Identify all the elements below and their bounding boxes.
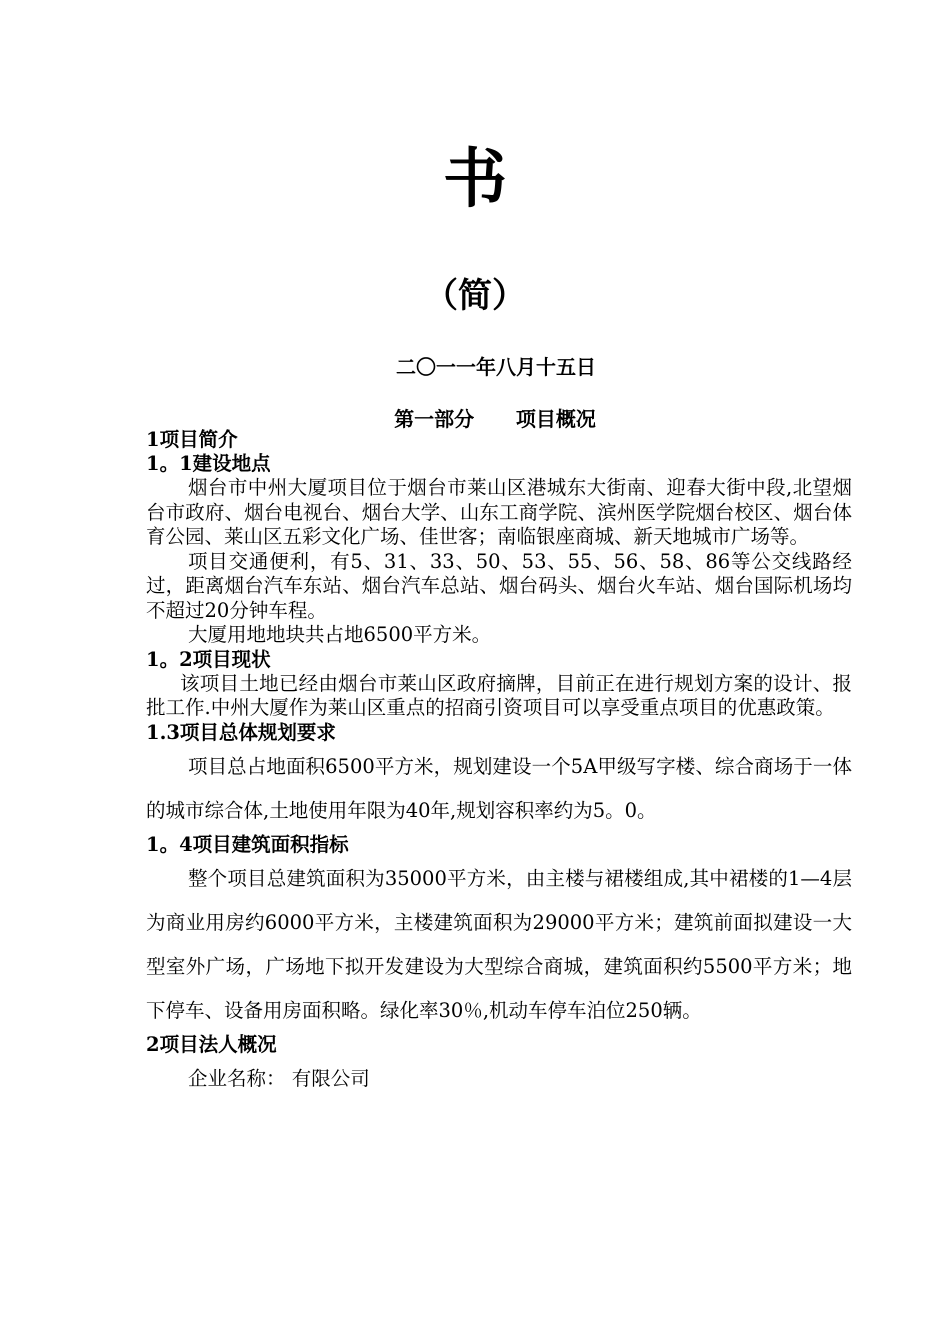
paragraph-location: 烟台市中州大厦项目位于烟台市莱山区港城东大街南、迎春大街中段,北望烟台市政府、烟台电视台、烟台大学、山东工商学院、滨州医学院烟台校区、烟台体育公园、莱山区五彩文化广场、佳世客；南临银座商城、新天地城市广场等。 bbox=[146, 476, 852, 548]
heading-legal-entity: 2项目法人概况 bbox=[146, 1032, 277, 1056]
heading-planning-requirements: 1.3项目总体规划要求 bbox=[146, 720, 336, 744]
heading-project-intro: 1项目简介 bbox=[146, 428, 238, 451]
paragraph-land-area: 大厦用地地块共占地6500平方米。 bbox=[188, 623, 492, 646]
paragraph-transport: 项目交通便利，有5、31、33、50、53、55、56、58、86等公交线路经过，距离烟台汽车东站、烟台汽车总站、烟台码头、烟台火车站、烟台国际机场均不超过20分钟车程。 bbox=[146, 549, 852, 622]
paragraph-building-area: 整个项目总建筑面积为35000平方米，由主楼与裙楼组成,其中裙楼的1—4层为商业用房约6000平方米，主楼建筑面积为29000平方米；建筑前面拟建设一大型室外广场，广场地下拟开发建设为大型综合商城，建筑面积约5500平方米；地下停车、设备用房面积略。绿化率30％,机动车停车泊位250辆。 bbox=[146, 866, 852, 1022]
paragraph-company-name: 企业名称： 有限公司 bbox=[188, 1066, 370, 1090]
document-sub-title: （简） bbox=[424, 276, 526, 316]
document-date: 二〇一一年八月十五日 bbox=[396, 355, 596, 379]
paragraph-status: 该项目土地已经由烟台市莱山区政府摘牌，目前正在进行规划方案的设计、报批工作.中州大厦作为莱山区重点的招商引资项目可以享受重点项目的优惠政策。 bbox=[146, 671, 852, 719]
document-big-title: 书 bbox=[443, 142, 507, 217]
heading-construction-site: 1。1建设地点 bbox=[146, 452, 271, 475]
heading-building-area: 1。4项目建筑面积指标 bbox=[146, 832, 349, 856]
heading-project-status: 1。2项目现状 bbox=[146, 647, 271, 671]
part-title: 第一部分 项目概况 bbox=[394, 407, 596, 431]
paragraph-planning: 项目总占地面积6500平方米，规划建设一个5A甲级写字楼、综合商场于一体的城市综合体,土地使用年限为40年,规划容积率约为5。0。 bbox=[146, 754, 852, 822]
document-body bbox=[146, 428, 852, 1101]
